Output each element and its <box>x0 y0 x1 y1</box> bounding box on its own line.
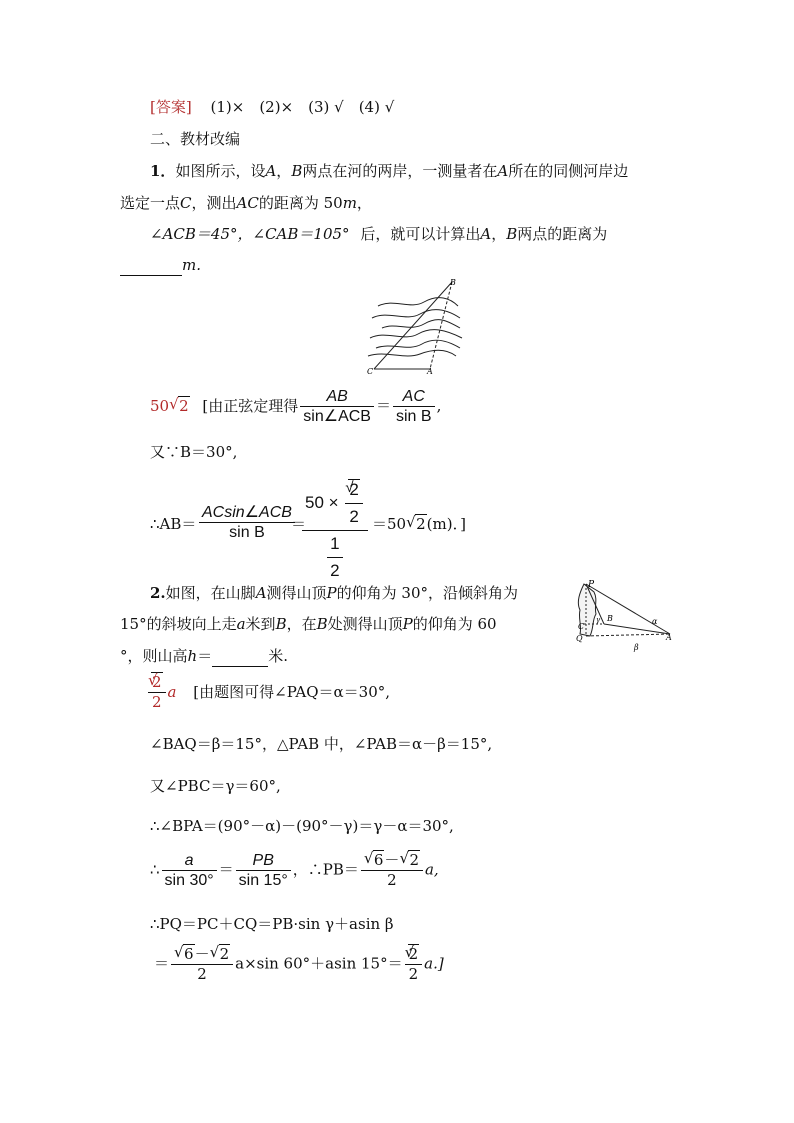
q1-line3: ∠ACB＝45°，∠CAB＝105° 后，就可以计算出A，B两点的距离为 <box>150 225 608 243</box>
svg-text:P: P <box>588 580 595 590</box>
svg-text:Q: Q <box>576 634 583 643</box>
line-ab <box>430 282 452 369</box>
q2-line2: 15°的斜坡向上走a米到B，在B处测得山顶P的仰角为 60 <box>120 615 497 633</box>
fig1-label-a: A <box>427 367 433 376</box>
svg-text:γ: γ <box>596 616 601 624</box>
q1-answer: 50√ 2 <box>150 397 190 415</box>
q1-line1: 1．如图所示，设A，B两点在河的两岸，一测量者在A所在的同侧河岸边 <box>150 162 629 180</box>
wave-2 <box>372 310 460 318</box>
line-pa <box>586 584 670 634</box>
line-qa <box>586 634 670 636</box>
q1-sol-line1: 50√ 2 [由正弦定理得 $\frac{AB}{\text{sin∠ACB}}$ ＝ $\frac{AC}{\text{sin B}}$ , <box>150 388 441 425</box>
svg-text:β: β <box>634 643 639 652</box>
answer-line <box>150 97 394 117</box>
svg-text:α: α <box>652 617 658 626</box>
answer-label: [答案] <box>150 98 192 116</box>
svg-text:B: B <box>607 614 613 623</box>
fraction-ab: $\frac{AB}{\text{sin∠ACB}}$ <box>300 388 374 425</box>
svg-text:A: A <box>666 633 672 642</box>
q2-answer: √ $\frac{2}{2}$ a <box>146 683 177 701</box>
q2-sol-line5: ∴ $\frac{a}{\sin 30^\circ}$ ＝ $\frac{PB}{\sin 15^\circ}$ ，∴PB＝ √ $\frac{6-√ 2}{2}$ a, <box>150 852 439 889</box>
line-ba <box>604 624 670 634</box>
q2-sol-line3: 又∠PBC＝γ＝60°, <box>150 777 281 795</box>
fig1-label-b: B <box>450 278 456 287</box>
q2-sol-line7: ＝ √ $\frac{6-√ 2}{2}$ a×sin 60°＋asin 15°＝ √ $\frac{2}{2}$ a.] <box>154 946 444 983</box>
q1-number: 1． <box>150 162 176 180</box>
svg-text:C: C <box>578 622 585 631</box>
q2-sol-line1: √ $\frac{2}{2}$ a [由题图可得∠PAQ＝α＝30°, <box>146 674 390 711</box>
q2-line3: °，则山高h＝ 米. <box>120 647 288 665</box>
wave-6 <box>368 350 456 356</box>
q2-sol-line2: ∠BAQ＝β＝15°，△PAB 中，∠PAB＝α－β＝15°, <box>150 735 493 753</box>
wave-4 <box>370 330 462 338</box>
q1-line4: m. <box>120 255 201 276</box>
mountain-figure <box>566 578 676 654</box>
river-figure <box>364 276 466 376</box>
q1-sol-line2: 又∵B＝30°, <box>150 443 238 461</box>
fig1-label-c: C <box>367 367 374 376</box>
q2-sol-line6: ∴PQ＝PC＋CQ＝PB·sin γ＋asin β <box>150 915 394 933</box>
fraction-ac: $\frac{AC}{\text{sin B}}$ <box>393 388 435 425</box>
answer-blank <box>120 255 182 276</box>
wave-1 <box>378 298 458 306</box>
fraction-acsin: ACsin∠ACB sin B <box>199 504 295 541</box>
wave-5 <box>376 340 460 348</box>
q2-sol-line4: ∴∠BPA＝(90°－α)－(90°－γ)＝γ－α＝30°, <box>150 817 454 835</box>
answer-items: (1)× (2)× (3) √ (4) √ <box>210 98 395 116</box>
complex-fraction: 50 × √ $\frac{2}{2}$ $\frac{1}{2}$ <box>302 478 368 583</box>
q1-line2: 选定一点C，测出AC的距离为 50m， <box>120 194 372 212</box>
q2-line1: 2.如图，在山脚A测得山顶P的仰角为 30°，沿倾斜角为 <box>150 584 518 602</box>
section-title: 二、教材改编 <box>150 130 241 148</box>
wave-3 <box>382 320 460 328</box>
